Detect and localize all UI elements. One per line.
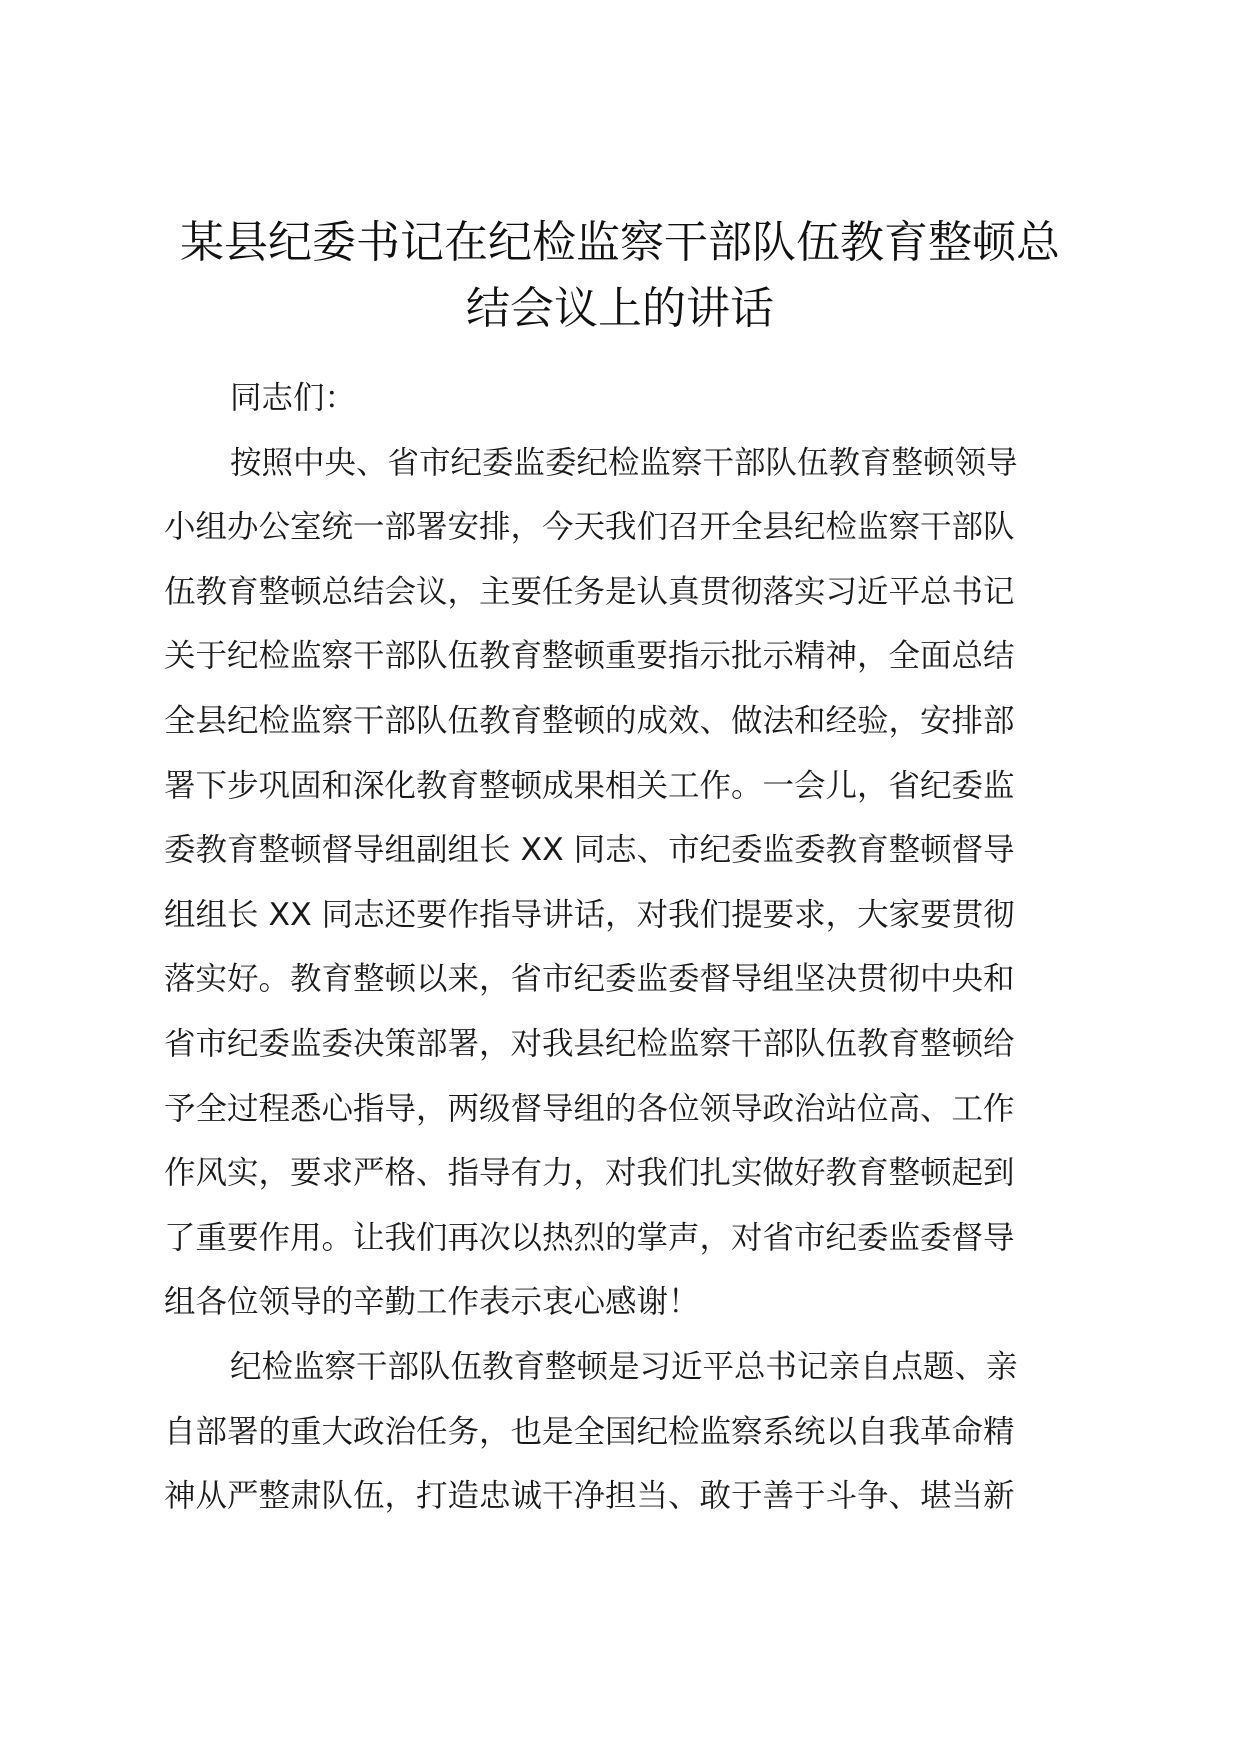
paragraph-line: 小组办公室统一部署安排，今天我们召开全县纪检监察干部队	[164, 509, 1015, 546]
paragraph-line: 神从严整肃队伍，打造忠诚干净担当、敢于善于斗争、堪当新	[164, 1478, 1015, 1515]
paragraph-line: 落实好。教育整顿以来，省市纪委监委督导组坚决贯彻中央和	[164, 961, 1015, 998]
document-title	[160, 210, 1080, 342]
title-line-1: 某县纪委书记在纪检监察干部队伍教育整顿总	[180, 217, 1060, 268]
paragraph-line: 伍教育整顿总结会议，主要任务是认真贯彻落实习近平总书记	[164, 573, 1015, 610]
paragraph-line: 省市纪委监委决策部署，对我县纪检监察干部队伍教育整顿给	[164, 1025, 1015, 1062]
paragraph-line: 全县纪检监察干部队伍教育整顿的成效、做法和经验，安排部	[164, 702, 1015, 739]
paragraph-line: 作风实，要求严格、指导有力，对我们扎实做好教育整顿起到	[164, 1155, 1015, 1192]
paragraph-line: 予全过程悉心指导，两级督导组的各位领导政治站位高、工作	[164, 1090, 1015, 1127]
paragraph-line: 组各位领导的辛勤工作表示衷心感谢！	[164, 1284, 700, 1321]
paragraph-line: 纪检监察干部队伍教育整顿是习近平总书记亲自点题、亲	[230, 1348, 1018, 1385]
paragraph-1	[164, 431, 1084, 1335]
paragraph-2	[164, 1335, 1084, 1529]
paragraph-line: 组组长 XX 同志还要作指导讲话，对我们提要求，大家要贯彻	[164, 896, 1015, 933]
paragraph-line: 自部署的重大政治任务，也是全国纪检监察系统以自我革命精	[164, 1413, 1015, 1450]
paragraph-line: 关于纪检监察干部队伍教育整顿重要指示批示精神，全面总结	[164, 638, 1015, 675]
salutation: 同志们：	[230, 380, 357, 416]
document-body	[164, 366, 1084, 1529]
paragraph-line: 了重要作用。让我们再次以热烈的掌声，对省市纪委监委督导	[164, 1219, 1015, 1256]
paragraph-line: 委教育整顿督导组副组长 XX 同志、市纪委监委教育整顿督导	[164, 832, 1015, 869]
title-line-2: 结会议上的讲话	[466, 283, 774, 334]
paragraph-line: 署下步巩固和深化教育整顿成果相关工作。一会儿，省纪委监	[164, 767, 1015, 804]
paragraph-line: 按照中央、省市纪委监委纪检监察干部队伍教育整顿领导	[230, 444, 1018, 481]
